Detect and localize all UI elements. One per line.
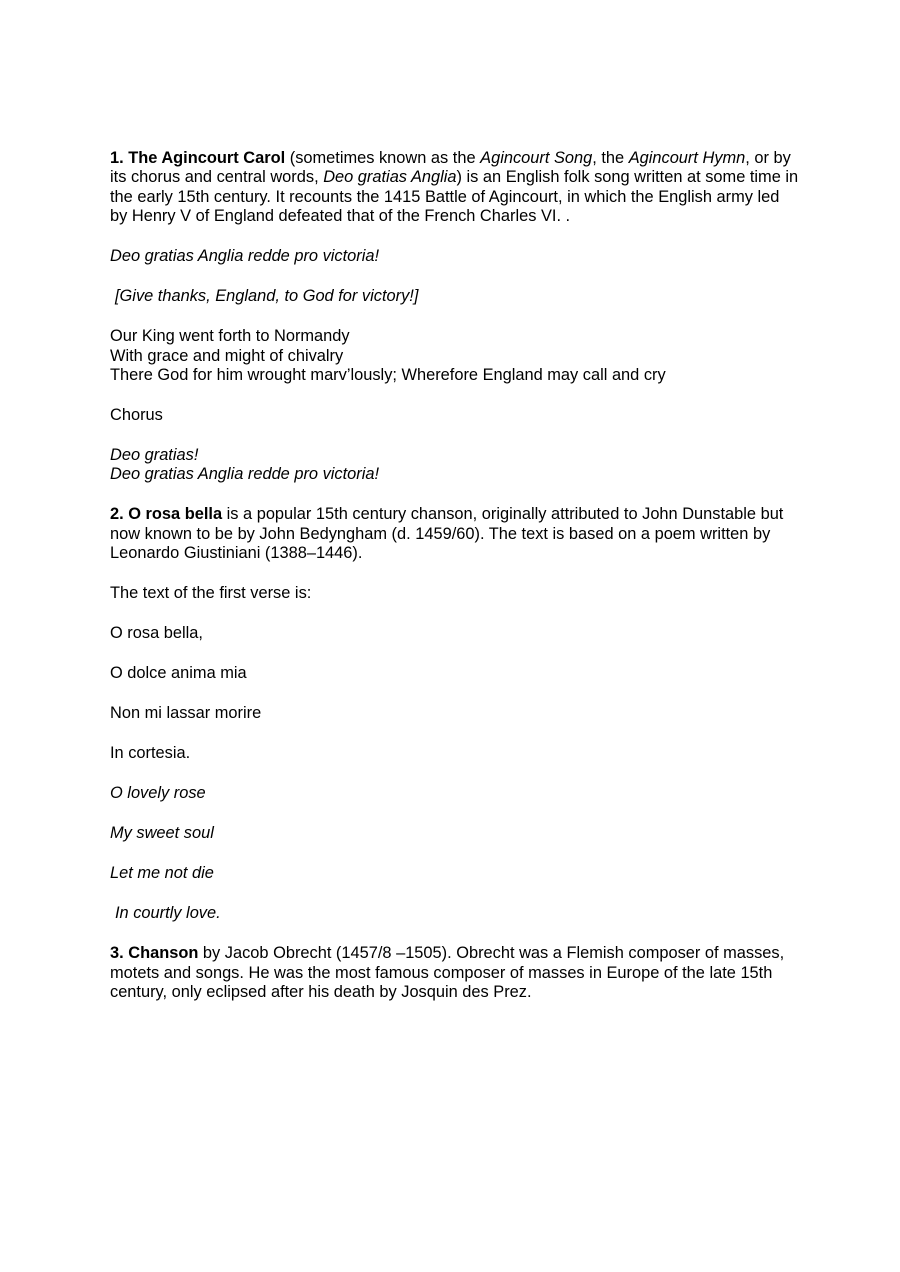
italian-line: In cortesia.	[110, 744, 191, 763]
section1-paragraph	[110, 149, 800, 227]
section2-number: 2.	[110, 505, 124, 524]
chorus-line: Deo gratias!	[110, 446, 199, 465]
section1-intro-part: , or by its chorus and central words,	[110, 149, 791, 187]
italian-line: Non mi lassar morire	[110, 704, 262, 723]
section2-intro: is a popular 15th century chanson, originally attributed to John Dunstable but now known to be by John Bedyngham (d. 1459/60). The text is based on a poem written by Leonardo Giustiniani (1388–1446).	[110, 505, 784, 563]
verse-block	[110, 327, 800, 385]
verse-intro: The text of the first verse is:	[110, 584, 312, 603]
section3-number: 3.	[110, 944, 124, 963]
section1-alt-title: Agincourt Hymn	[628, 149, 746, 167]
english-line-text: O lovely rose	[110, 784, 206, 803]
english-line-text: My sweet soul	[110, 824, 214, 843]
section3-paragraph	[110, 944, 800, 1002]
section3-text: by Jacob Obrecht (1457/8 –1505). Obrecht was a Flemish composer of masses, motets and songs. He was the most famous composer of masses in Europe of the late 15th century, only eclipsed after his death by Josquin des Prez.	[110, 944, 785, 1002]
section3-heading	[110, 944, 198, 962]
chorus-label: Chorus	[110, 406, 163, 425]
section1-number: 1.	[110, 149, 124, 167]
english-line-text: In courtly love.	[115, 904, 221, 923]
chorus-line: Deo gratias Anglia redde pro victoria!	[110, 465, 380, 484]
section3-title: Chanson	[128, 944, 199, 963]
section1-heading	[110, 149, 285, 167]
verse-line: With grace and might of chivalry	[110, 346, 344, 365]
section1-intro-part: (sometimes known as the	[289, 149, 476, 167]
section1-title: The Agincourt Carol	[128, 149, 286, 167]
refrain-latin-text: Deo gratias Anglia redde pro victoria!	[110, 247, 380, 266]
section2-paragraph	[110, 505, 800, 563]
english-line	[110, 864, 800, 883]
section1-alt-title: Agincourt Song	[480, 149, 593, 167]
italian-line: O dolce anima mia	[110, 664, 247, 683]
english-line	[110, 904, 800, 923]
verse-line: There God for him wrought marv’lously; Wherefore England may call and cry	[110, 366, 666, 385]
section2-heading	[110, 505, 222, 523]
refrain-english	[110, 287, 800, 306]
verse-line: Our King went forth to Normandy	[110, 327, 350, 346]
section1-alt-title: Deo gratias Anglia	[323, 168, 457, 187]
refrain-latin	[110, 247, 800, 266]
section2-title: O rosa bella	[128, 505, 223, 524]
document-page	[110, 149, 800, 1023]
section1-intro-part: , the	[592, 149, 625, 167]
italian-line: O rosa bella,	[110, 624, 203, 643]
english-line	[110, 784, 800, 803]
english-line-text: Let me not die	[110, 864, 214, 883]
english-line	[110, 824, 800, 843]
refrain-english-text: [Give thanks, England, to God for victory!]	[115, 287, 419, 306]
section1-intro-part: ) is an English folk song written at some time in the early 15th century. It recounts the 1415 Battle of Agincourt, in which the English army led by Henry V of England defeated that of the French Charles VI. .	[110, 168, 799, 226]
chorus-block	[110, 446, 800, 485]
